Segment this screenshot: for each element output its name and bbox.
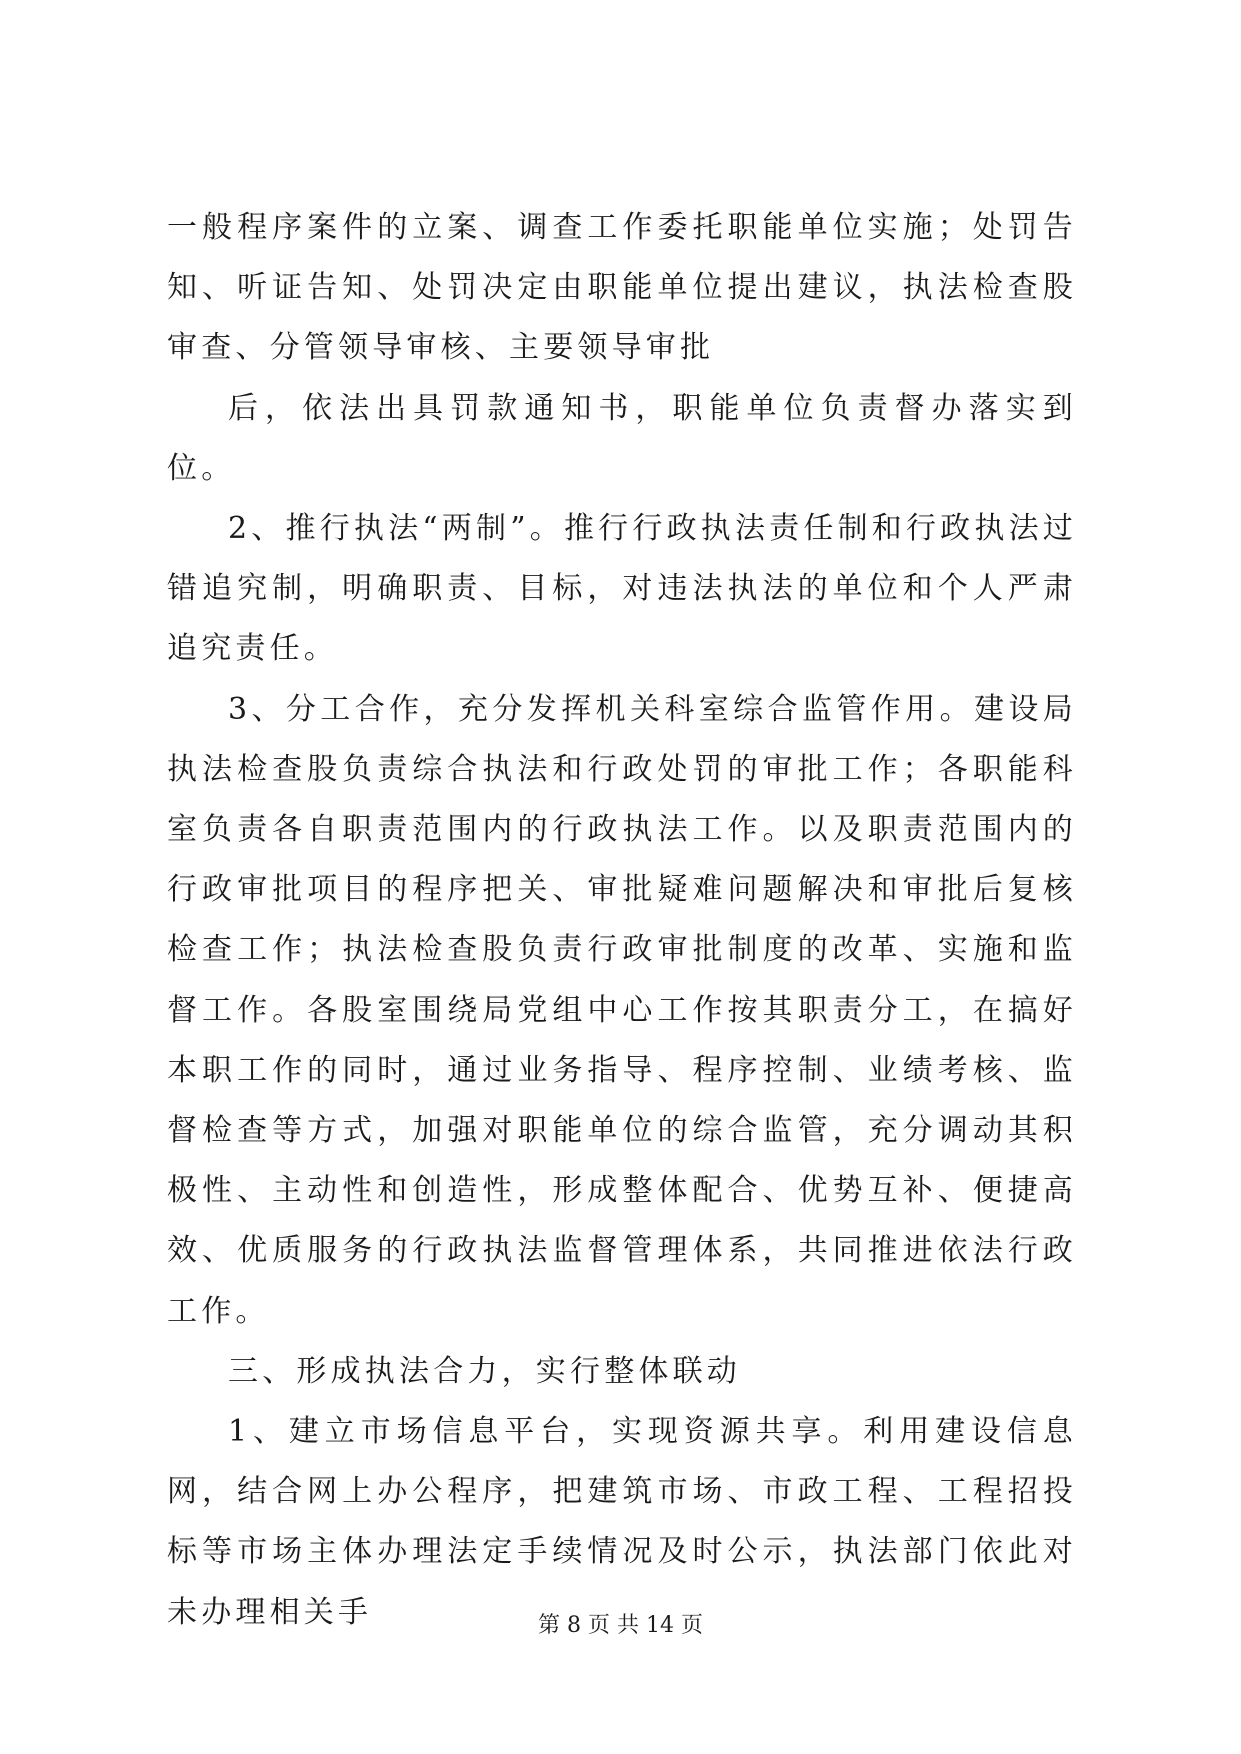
paragraph: 2、推行执法“两制”。推行行政执法责任制和行政执法过错追究制，明确职责、目标，对违法执法的单位和个人严肃追究责任。 bbox=[167, 511, 1077, 667]
paragraph: 3、分工合作，充分发挥机关科室综合监管作用。建设局执法检查股负责综合执法和行政处罚的审批工作；各职能科室负责各自职责范围内的行政执法工作。以及职责范围内的行政审批项目的程序把关、审批疑难问题解决和审批后复核检查工作；执法检查股负责行政审批制度的改革、实施和监督工作。各股室围绕局党组中心工作按其职责分工，在搞好本职工作的同时，通过业务指导、程序控制、业绩考核、监督检查等方式，加强对职能单位的综合监管，充分调动其积极性、主动性和创造性，形成整体配合、优势互补、便捷高效、优质服务的行政执法监督管理体系，共同推进依法行政工作。 bbox=[167, 691, 1077, 1329]
paragraph: 一般程序案件的立案、调查工作委托职能单位实施；处罚告知、听证告知、处罚决定由职能单位提出建议，执法检查股审查、分管领导审核、主要领导审批 bbox=[167, 210, 1077, 366]
page-footer bbox=[0, 1608, 1241, 1639]
section-heading: 三、形成执法合力，实行整体联动 bbox=[228, 1353, 741, 1389]
page-number: 第 8 页 共 14 页 bbox=[538, 1613, 703, 1638]
paragraph: 1、建立市场信息平台，实现资源共享。利用建设信息网，结合网上办公程序，把建筑市场、市政工程、工程招投标等市场主体办理法定手续情况及时公示，执法部门依此对未办理相关手 bbox=[167, 1414, 1077, 1630]
paragraph: 后，依法出具罚款通知书，职能单位负责督办落实到位。 bbox=[167, 390, 1077, 486]
document-body bbox=[167, 198, 1077, 1643]
